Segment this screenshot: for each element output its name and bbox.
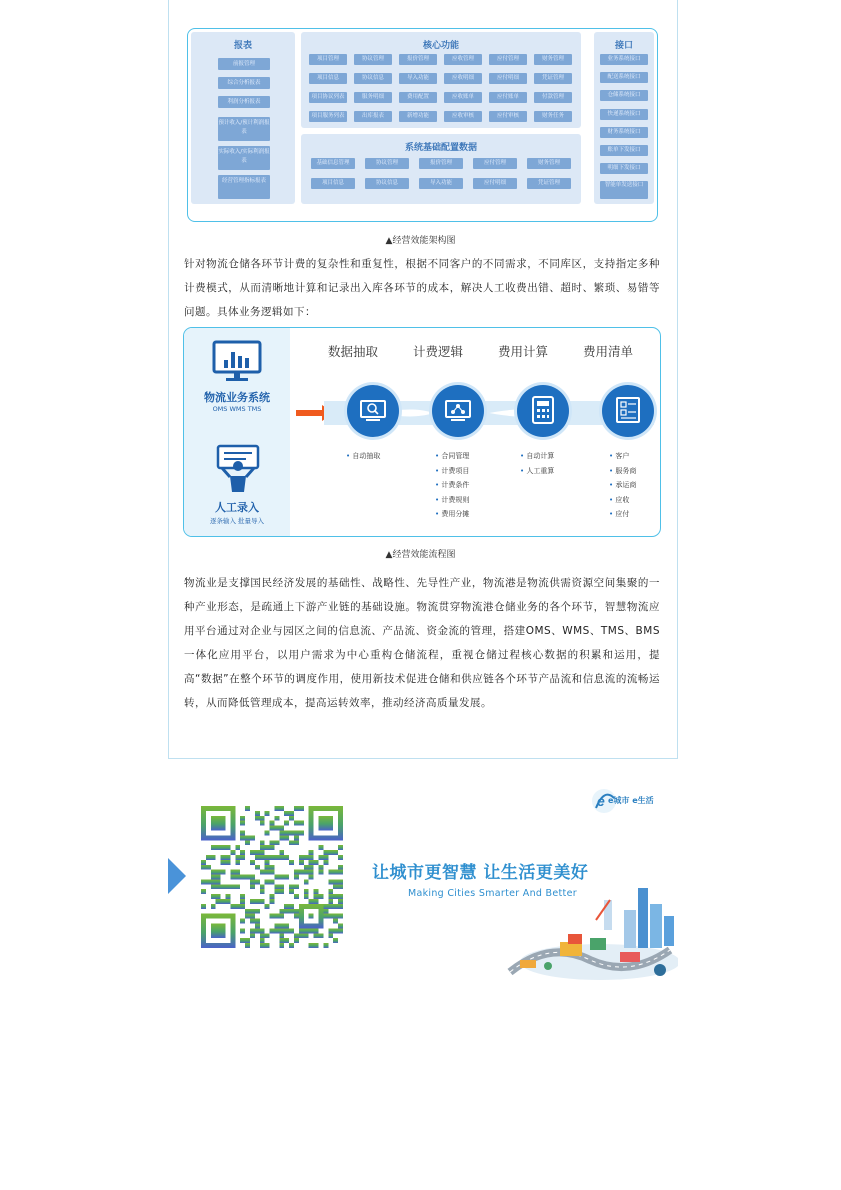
banner-arrow-icon	[168, 858, 186, 894]
flow-caption: ▲经营效能流程图	[385, 550, 456, 560]
source-system-title: 物流业务系统	[204, 391, 270, 404]
svg-text:e: e	[597, 793, 605, 809]
core-item: 项目信息	[309, 73, 347, 84]
config-item: 基础信息管理	[311, 158, 355, 169]
manual-entry-sub: 逐条输入 批量导入	[209, 517, 265, 525]
core-item: 服务明细	[354, 92, 392, 103]
flow-bullet-item: • 自动计算	[520, 449, 554, 464]
core-item: 应付审核	[489, 111, 527, 122]
flow-bullet-item: • 计费条件	[435, 478, 469, 493]
core-panel	[301, 32, 581, 128]
core-item: 应收账单	[444, 92, 482, 103]
core-item: 项目管理	[309, 54, 347, 65]
core-item: 导入功能	[399, 73, 437, 84]
flow-step-bullets	[346, 449, 380, 464]
flow-step-title: 费用计算	[497, 344, 548, 359]
config-panel	[301, 134, 581, 204]
report-item: 实际收入/实际利润报表	[218, 146, 270, 170]
paragraph-billing: 针对物流仓储各环节计费的复杂性和重复性，根据不同客户的不同需求，不同库区，支持指定多种计费模式，从而清晰地计算和记录出入库各环节的成本，解决人工收费出错、超时、繁琐、易错等问题。具体业务逻辑如下：	[184, 258, 660, 318]
core-item: 项目服务列表	[309, 111, 347, 122]
interface-item: 业务系统接口	[600, 54, 648, 65]
report-panel	[191, 32, 295, 204]
core-item: 应收明细	[444, 73, 482, 84]
interface-item: 智能单发送接口	[600, 181, 648, 199]
magnifier-icon	[360, 398, 386, 424]
interface-item: 明细下发接口	[600, 163, 648, 174]
core-item: 出库报表	[354, 111, 392, 122]
logic-monitor-icon	[445, 398, 471, 424]
report-item: 前报管理	[218, 58, 270, 70]
flow-bullet-item: • 计费规则	[435, 493, 469, 508]
flow-step-title: 数据抽取	[327, 344, 378, 359]
flow-step-bullets	[435, 449, 469, 522]
flow-bullet-item: • 应收	[609, 493, 636, 508]
flow-step-title: 费用清单	[582, 344, 633, 359]
core-item: 费用配置	[399, 92, 437, 103]
qr-code-icon	[201, 806, 343, 948]
flow-bullet-item: • 承运商	[609, 478, 636, 493]
core-item: 应付账单	[489, 92, 527, 103]
monitor-chart-icon	[212, 340, 262, 384]
report-item: 预计收入/预计利润报表	[218, 117, 270, 141]
paragraph-logistics: 物流业是支撑国民经济发展的基础性、战略性、先导性产业，物流港是物流供需资源空间集聚的一种产业形态，是疏通上下游产业链的基础设施。物流贯穿物流港仓储业务的各个环节，智慧物流应用平台通过对企业与园区之间的信息流、产品流、资金流的管理，搭建OMS、WMS、TMS、BMS一体化应用平台，以用户需求为中心重构仓储流程，重视仓储过程核心数据的积累和运用，提高“数据”在整个环节的调度作用，使用新技术促进仓储和供应链各个环节产品流和信息流的流畅运转，从而降低管理成本，提高运转效率，推动经济高质量发展。	[184, 577, 660, 709]
core-item: 协议管理	[354, 54, 392, 65]
config-item: 应付管理	[473, 158, 517, 169]
presenter-icon	[216, 444, 260, 496]
slogan: 让城市更智慧 让生活更美好	[372, 863, 589, 883]
flow-step-title: 计费逻辑	[412, 344, 463, 359]
core-panel-title: 核心功能	[422, 41, 459, 51]
flow-bullet-item: • 应付	[609, 507, 636, 522]
core-item: 财务管理	[534, 54, 572, 65]
flow-step-bullets	[609, 449, 636, 522]
flow-bullet-item: • 客户	[609, 449, 636, 464]
flow-bullet-item: • 计费项目	[435, 464, 469, 479]
config-item: 报价管理	[419, 158, 463, 169]
document-list-icon	[614, 396, 642, 424]
interface-item: 账单下发接口	[600, 145, 648, 156]
config-item: 应付明细	[473, 178, 517, 189]
report-item: 利润分析报表	[218, 96, 270, 108]
flow-bullet-item: • 服务商	[609, 464, 636, 479]
source-system-sub: OMS WMS TMS	[212, 405, 262, 413]
flow-bullet-item: • 合同管理	[435, 449, 469, 464]
flow-bullet-item: • 费用分摊	[435, 507, 469, 522]
core-item: 新增功能	[399, 111, 437, 122]
report-item: 综合分析报表	[218, 77, 270, 89]
flow-bullet-item: • 人工重算	[520, 464, 554, 479]
core-item: 凭证管理	[534, 73, 572, 84]
manual-entry-title: 人工录入	[215, 501, 259, 514]
core-item: 协议信息	[354, 73, 392, 84]
slogan-en: Making Cities Smarter And Better	[408, 888, 577, 899]
report-item: 经营管理指标报表	[218, 175, 270, 199]
interface-item: 配送系统接口	[600, 72, 648, 83]
interface-item: 快递系统接口	[600, 109, 648, 120]
interface-panel	[594, 32, 654, 204]
config-panel-title: 系统基础配置数据	[404, 143, 477, 153]
config-item: 财务管理	[527, 158, 571, 169]
core-item: 财务任务	[534, 111, 572, 122]
calculator-icon	[530, 396, 556, 424]
core-item: 付款管理	[534, 92, 572, 103]
config-item: 凭证管理	[527, 178, 571, 189]
config-item: 协议信息	[365, 178, 409, 189]
core-item: 报价管理	[399, 54, 437, 65]
config-item: 导入功能	[419, 178, 463, 189]
interface-panel-title: 接口	[614, 41, 633, 51]
flow-step-bullets	[520, 449, 554, 478]
interface-item: 仓储系统接口	[600, 90, 648, 101]
interface-item: 财务系统接口	[600, 127, 648, 138]
report-panel-title: 报表	[233, 41, 252, 51]
logo-text: e城市 e生活	[608, 796, 654, 805]
core-item: 应收管理	[444, 54, 482, 65]
architecture-diagram	[187, 28, 658, 222]
config-item: 协议管理	[365, 158, 409, 169]
flow-bullet-item: • 自动抽取	[346, 449, 380, 464]
flow-diagram	[183, 327, 661, 537]
core-item: 应收审核	[444, 111, 482, 122]
core-item: 项目协议列表	[309, 92, 347, 103]
config-item: 项目信息	[311, 178, 355, 189]
core-item: 应付明细	[489, 73, 527, 84]
city-illustration-icon	[500, 880, 678, 984]
architecture-caption: ▲经营效能架构图	[385, 236, 456, 246]
core-item: 应付管理	[489, 54, 527, 65]
